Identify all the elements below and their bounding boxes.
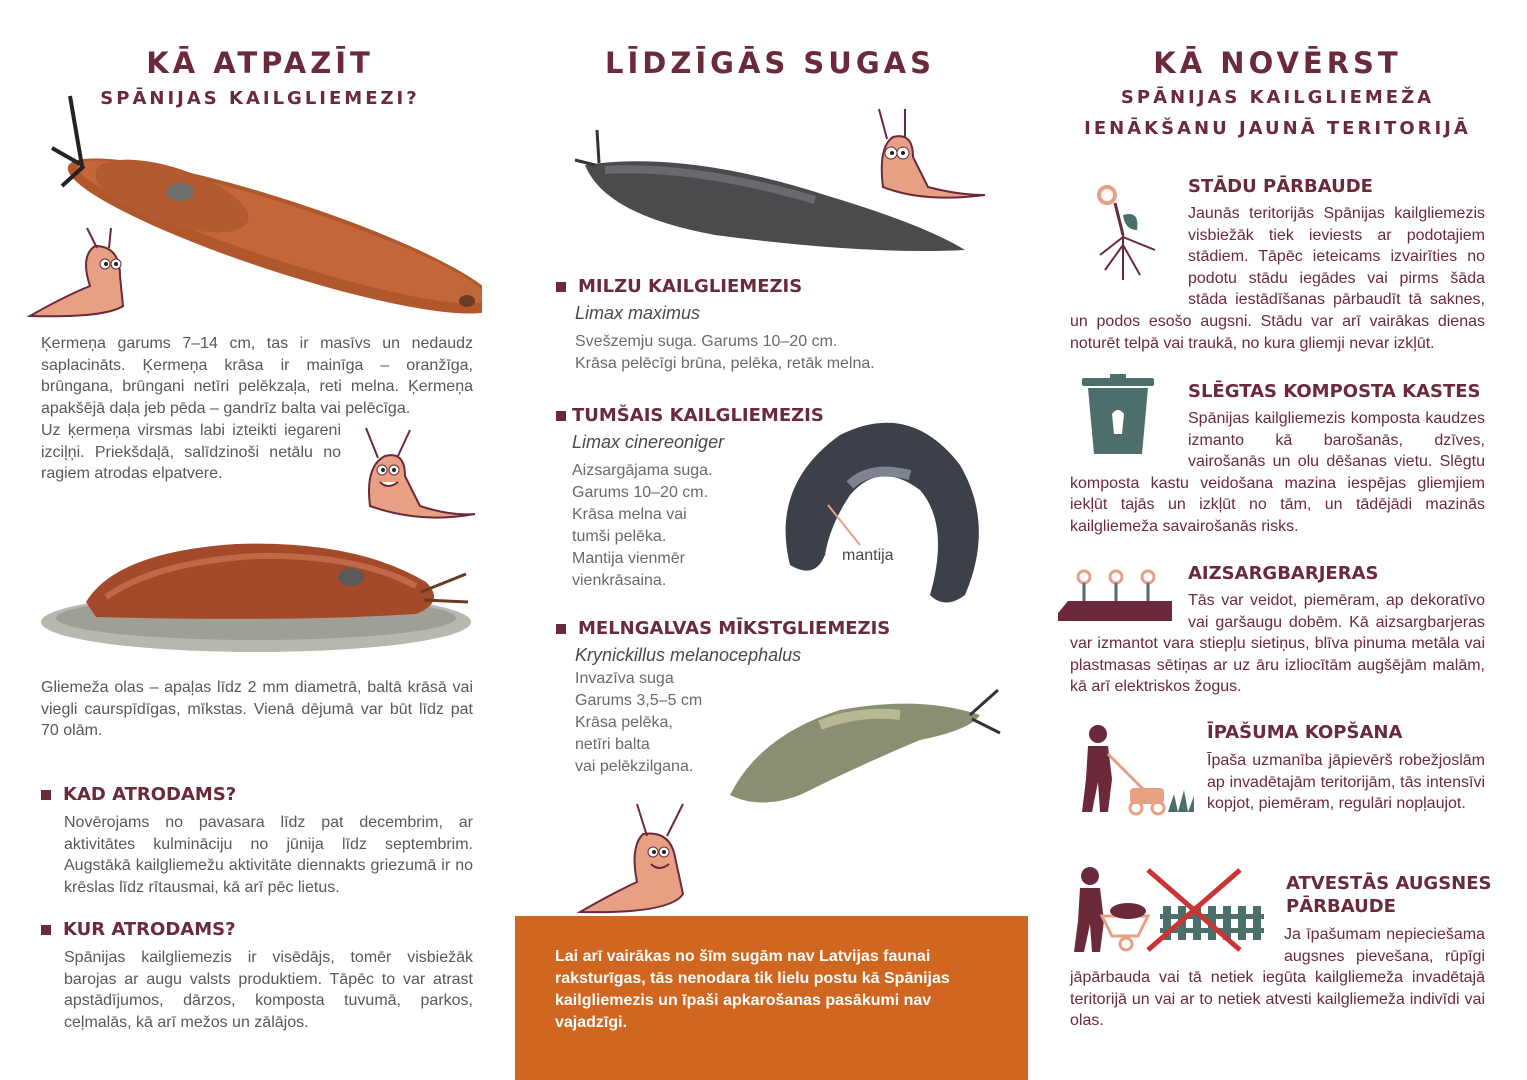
section-text: [1070, 203, 1485, 354]
where-heading: [41, 919, 236, 940]
when-heading: [41, 784, 236, 805]
note-text: Lai arī vairākas no šīm sugām nav Latvijas faunai raksturīgas, tās nenodara tik lielu postu kā Spānijas kailgliemezis un īpaši apkarošanas pasākumi nav vajadzīgi.: [555, 948, 950, 1031]
grey-slug-illustration: [720, 685, 1010, 815]
bullet-icon: [41, 790, 51, 800]
species-desc-line: vai pelēkzilgana.: [575, 758, 694, 775]
species-desc-line: Svešzemju suga. Garums 10–20 cm.: [575, 333, 838, 350]
note-box: [515, 916, 1028, 1080]
section-heading: ATVESTĀS AUGSNES: [1286, 873, 1492, 894]
section-text-content: Ja īpašumam nepieciešama augsnes pievešana, rūpīgi jāpārbauda vai tā netiek iegūta kailgliemeža invadētajā teritorijā un vai ar to netiek atvesti kailgliemeža indivīdi vai olas.: [1070, 926, 1485, 1030]
section-text: Īpaša uzmanība jāpievērš robežjoslām ap invadētajām teritorijām, tās intensīvi kopjot, piemēram, regulāri nopļaujot.: [1207, 752, 1485, 813]
cartoon-slug-icon: [575, 802, 693, 917]
cartoon-slug-icon: [25, 226, 135, 321]
section-text: [1070, 408, 1485, 538]
left-description: Ķermeņa garums 7–14 cm, tas ir masīvs un nedaudz saplacināts. Ķermeņa krāsa ir mainīga – oranžīga, brūngana, brūngani netīri pelēkzaļa, reti melna. Ķermeņa apakšējā daļa jeb pēda – gandrīz balta vai pelēcīga.: [41, 335, 473, 418]
right-subtitle-1: SPĀNIJAS KAILGLIEMEŽA: [1120, 87, 1435, 108]
right-title: KĀ NOVĒRST: [1153, 46, 1402, 80]
eggs-text: Gliemeža olas – apaļas līdz 2 mm diametrā, baltā krāsā vai viegli caurspīdīgas, mīkstas. Vienā dējumā var būt līdz pat 70 olām.: [41, 679, 473, 740]
species-latin: Krynickillus melanocephalus: [575, 645, 802, 665]
species-name: MELNGALVAS MĪKSTGLIEMEZIS: [578, 618, 891, 639]
section-heading: ĪPAŠUMA KOPŠANA: [1207, 722, 1403, 743]
middle-title: LĪDZĪGĀS SUGAS: [605, 46, 935, 80]
section-heading: AIZSARGBARJERAS: [1188, 563, 1379, 584]
species-desc-line: Garums 10–20 cm.: [572, 484, 709, 501]
species-heading-limax-maximus: [556, 276, 802, 297]
species-desc-line: tumši pelēka.: [572, 528, 667, 545]
species-desc-line: netīri balta: [575, 736, 650, 753]
species-latin: Limax maximus: [575, 303, 701, 323]
species-desc-line: Krāsa pelēka,: [575, 714, 673, 731]
slug-on-gravel-illustration: [36, 522, 476, 662]
bullet-icon: [556, 411, 566, 421]
species-name: MILZU KAILGLIEMEZIS: [578, 276, 803, 297]
black-slug-illustration: [770, 405, 990, 610]
where-text: Spānijas kailgliemezis ir visēdājs, tomēr visbiežāk barojas ar augu valsts produktiem. Tāpēc to var atrast apstādījumos, dārzos, komposta tuvumā, parkos, ceļmalās, kā arī mežos un zālājos.: [64, 949, 473, 1032]
bullet-icon: [41, 925, 51, 935]
section-heading: SLĒGTAS KOMPOSTA KASTES: [1188, 381, 1481, 402]
left-description-2: Uz ķermeņa virsmas labi izteikti iegareni izciļņi. Priekšdaļā, salīdzinoši netālu no ragiem atrodas elpatvere.: [41, 422, 341, 483]
cartoon-slug-icon: [360, 426, 478, 526]
species-latin: Limax cinereoniger: [572, 432, 725, 452]
left-subtitle: SPĀNIJAS KAILGLIEMEZI?: [100, 88, 420, 109]
section-heading-line-2: PĀRBAUDE: [1286, 896, 1396, 917]
where-heading-text: KUR ATRODAMS?: [63, 919, 236, 940]
species-heading-krynickillus: [556, 618, 890, 639]
species-desc-line: Invazīva suga: [575, 670, 674, 687]
section-text: [1070, 590, 1485, 698]
bullet-icon: [556, 624, 566, 634]
species-name: TUMŠAIS KAILGLIEMEZIS: [572, 405, 824, 426]
section-text: [1070, 924, 1485, 1032]
section-text-content: Spānijas kailgliemezis komposta kaudzes izmanto kā barošanās, dzīves, vairošanās un olu dēšanas vietu. Slēgtu komposta kastu veidošana mazina iespējas gliemjiem iekļūt tajās un izkļūt no tām, un tādējādi mazinās kailgliemeža savairošanās risks.: [1070, 410, 1485, 535]
species-desc-line: vienkrāsaina.: [572, 572, 667, 589]
section-heading: STĀDU PĀRBAUDE: [1188, 176, 1373, 197]
species-desc-line: Mantija vienmēr: [572, 550, 685, 567]
section-text-content: Jaunās teritorijās Spānijas kailgliemezis visbiežāk tiek ieviests ar podotajiem stādiem. Tāpēc ieteicams izvairīties no podotu stādu iegādes vai pirms šāda stāda iestādīšanas pārbaudīt tā saknes, un podos esošo augsni. Stādu var arī vairākas dienas noturēt telpā vai traukā, no kura gliemji nevar izkļūt.: [1070, 205, 1485, 352]
bullet-icon: [556, 282, 566, 292]
when-text: Novērojams no pavasara līdz pat decembrim, ar aktivitātes kulmināciju no jūnija līdz septembrim. Augstākā kailgliemežu aktivitāte diennakts griezumā ir no krēslas līdz rītausmai, kā arī pēc lietus.: [64, 814, 473, 897]
left-title: KĀ ATPAZĪT: [146, 46, 374, 80]
species-desc-line: Aizsargājama suga.: [572, 462, 713, 479]
species-desc-line: Garums 3,5–5 cm: [575, 692, 703, 709]
section-text-content: Tās var veidot, piemēram, ap dekoratīvo vai garšaugu dobēm. Kā aizsargbarjeras var izmantot vara stiepļu sietiņus, blīva pinuma metāla vai plastmasas sētiņas ar uz āru izliocītām augšējām malām, kā arī elektriskos žogus.: [1070, 592, 1485, 696]
mantija-label: mantija: [842, 547, 894, 564]
cartoon-slug-icon: [873, 107, 988, 202]
lawn-mower-person-icon: [1068, 724, 1196, 816]
right-subtitle-2: IENĀKŠANU JAUNĀ TERITORIJĀ: [1084, 118, 1471, 139]
species-desc-line: Krāsa melna vai: [572, 506, 687, 523]
species-desc-line: Krāsa pelēcīgi brūna, pelēka, retāk melna.: [575, 355, 875, 372]
when-heading-text: KAD ATRODAMS?: [63, 784, 237, 805]
